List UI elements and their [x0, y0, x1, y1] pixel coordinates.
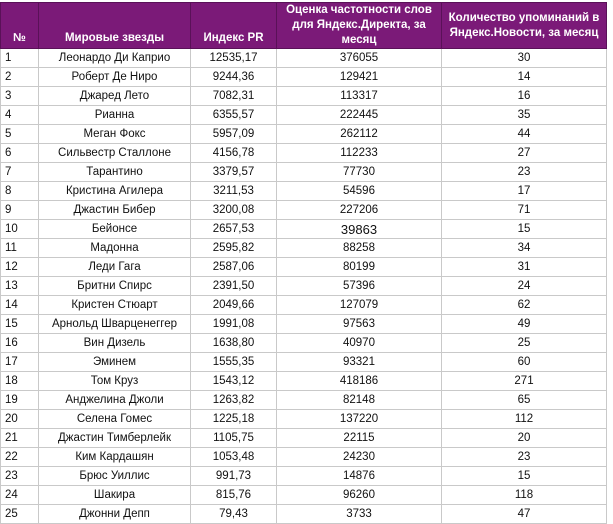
cell-news-mentions[interactable]: 24 — [442, 277, 607, 296]
cell-pr-index[interactable]: 815,76 — [191, 486, 277, 505]
table-row — [1, 277, 607, 296]
cell-pr-index[interactable]: 2587,06 — [191, 258, 277, 277]
cell-news-mentions[interactable]: 20 — [442, 429, 607, 448]
cell-word-frequency[interactable]: 262112 — [277, 125, 442, 144]
cell-pr-index[interactable]: 5957,09 — [191, 125, 277, 144]
cell-name[interactable]: Тарантино — [39, 163, 191, 182]
cell-num[interactable]: 8 — [1, 182, 39, 201]
cell-pr-index[interactable]: 12535,17 — [191, 49, 277, 68]
cell-word-frequency[interactable]: 376055 — [277, 49, 442, 68]
table-row — [1, 144, 607, 163]
cell-pr-index[interactable]: 2657,53 — [191, 220, 277, 239]
cell-news-mentions[interactable]: 271 — [442, 372, 607, 391]
cell-name[interactable]: Джонни Депп — [39, 505, 191, 524]
table-row — [1, 68, 607, 87]
cell-news-mentions[interactable]: 118 — [442, 486, 607, 505]
cell-pr-index[interactable]: 1543,12 — [191, 372, 277, 391]
cell-num[interactable]: 22 — [1, 448, 39, 467]
cell-num[interactable]: 15 — [1, 315, 39, 334]
table-row — [1, 315, 607, 334]
cell-word-frequency[interactable]: 77730 — [277, 163, 442, 182]
header-pr-index: Индекс PR — [191, 3, 277, 49]
cell-word-frequency[interactable]: 22115 — [277, 429, 442, 448]
cell-news-mentions[interactable]: 65 — [442, 391, 607, 410]
cell-name[interactable]: Леди Гага — [39, 258, 191, 277]
cell-pr-index[interactable]: 2049,66 — [191, 296, 277, 315]
cell-pr-index[interactable]: 9244,36 — [191, 68, 277, 87]
cell-news-mentions[interactable]: 15 — [442, 220, 607, 239]
cell-news-mentions[interactable]: 60 — [442, 353, 607, 372]
cell-name[interactable]: Брюс Уиллис — [39, 467, 191, 486]
cell-news-mentions[interactable]: 23 — [442, 163, 607, 182]
cell-word-frequency[interactable]: 40970 — [277, 334, 442, 353]
cell-num[interactable]: 21 — [1, 429, 39, 448]
cell-name[interactable]: Джастин Тимберлейк — [39, 429, 191, 448]
cell-name[interactable]: Шакира — [39, 486, 191, 505]
cell-num[interactable]: 16 — [1, 334, 39, 353]
table-body — [1, 49, 607, 524]
cell-name[interactable]: Рианна — [39, 106, 191, 125]
table-row — [1, 372, 607, 391]
cell-pr-index[interactable]: 1991,08 — [191, 315, 277, 334]
cell-num[interactable]: 2 — [1, 68, 39, 87]
cell-word-frequency[interactable]: 39863 — [277, 220, 442, 239]
cell-num[interactable]: 9 — [1, 201, 39, 220]
cell-name[interactable]: Бейонсе — [39, 220, 191, 239]
cell-pr-index[interactable]: 2391,50 — [191, 277, 277, 296]
table-row — [1, 87, 607, 106]
cell-pr-index[interactable]: 1053,48 — [191, 448, 277, 467]
table-row — [1, 201, 607, 220]
cell-word-frequency[interactable]: 3733 — [277, 505, 442, 524]
table-row — [1, 353, 607, 372]
cell-num[interactable]: 11 — [1, 239, 39, 258]
cell-news-mentions[interactable]: 30 — [442, 49, 607, 68]
cell-num[interactable]: 6 — [1, 144, 39, 163]
cell-pr-index[interactable]: 79,43 — [191, 505, 277, 524]
table-row — [1, 410, 607, 429]
cell-word-frequency[interactable]: 113317 — [277, 87, 442, 106]
cell-news-mentions[interactable]: 14 — [442, 68, 607, 87]
cell-pr-index[interactable]: 1638,80 — [191, 334, 277, 353]
table-row — [1, 239, 607, 258]
cell-word-frequency[interactable]: 129421 — [277, 68, 442, 87]
cell-word-frequency[interactable]: 82148 — [277, 391, 442, 410]
cell-name[interactable]: Селена Гомес — [39, 410, 191, 429]
cell-pr-index[interactable]: 3379,57 — [191, 163, 277, 182]
cell-word-frequency[interactable]: 112233 — [277, 144, 442, 163]
spreadsheet — [0, 2, 613, 520]
header-num: № — [1, 3, 39, 49]
cell-num[interactable]: 4 — [1, 106, 39, 125]
cell-word-frequency[interactable]: 14876 — [277, 467, 442, 486]
cell-word-frequency[interactable]: 96260 — [277, 486, 442, 505]
cell-num[interactable]: 17 — [1, 353, 39, 372]
cell-word-frequency[interactable]: 57396 — [277, 277, 442, 296]
cell-num[interactable]: 7 — [1, 163, 39, 182]
table-row — [1, 125, 607, 144]
cell-name[interactable]: Джастин Бибер — [39, 201, 191, 220]
cell-word-frequency[interactable]: 227206 — [277, 201, 442, 220]
cell-num[interactable]: 23 — [1, 467, 39, 486]
cell-news-mentions[interactable]: 62 — [442, 296, 607, 315]
cell-news-mentions[interactable]: 25 — [442, 334, 607, 353]
table-row — [1, 334, 607, 353]
cell-num[interactable]: 10 — [1, 220, 39, 239]
cell-news-mentions[interactable]: 34 — [442, 239, 607, 258]
cell-word-frequency[interactable]: 97563 — [277, 315, 442, 334]
cell-num[interactable]: 14 — [1, 296, 39, 315]
cell-news-mentions[interactable]: 49 — [442, 315, 607, 334]
cell-name[interactable]: Том Круз — [39, 372, 191, 391]
table-row — [1, 182, 607, 201]
cell-word-frequency[interactable]: 54596 — [277, 182, 442, 201]
cell-num[interactable]: 1 — [1, 49, 39, 68]
cell-word-frequency[interactable]: 88258 — [277, 239, 442, 258]
table-row — [1, 296, 607, 315]
cell-news-mentions[interactable]: 27 — [442, 144, 607, 163]
cell-name[interactable]: Эминем — [39, 353, 191, 372]
cell-num[interactable]: 3 — [1, 87, 39, 106]
cell-name[interactable]: Вин Дизель — [39, 334, 191, 353]
cell-news-mentions[interactable]: 17 — [442, 182, 607, 201]
cell-news-mentions[interactable]: 47 — [442, 505, 607, 524]
celebrity-ranking-table — [0, 2, 607, 524]
table-row — [1, 106, 607, 125]
cell-news-mentions[interactable]: 71 — [442, 201, 607, 220]
cell-num[interactable]: 13 — [1, 277, 39, 296]
table-header — [1, 3, 607, 49]
table-row — [1, 486, 607, 505]
cell-news-mentions[interactable]: 112 — [442, 410, 607, 429]
cell-pr-index[interactable]: 6355,57 — [191, 106, 277, 125]
table-row — [1, 49, 607, 68]
cell-pr-index[interactable]: 1263,82 — [191, 391, 277, 410]
table-row — [1, 467, 607, 486]
table-row — [1, 163, 607, 182]
cell-pr-index[interactable]: 2595,82 — [191, 239, 277, 258]
table-row — [1, 220, 607, 239]
cell-name[interactable]: Мадонна — [39, 239, 191, 258]
cell-name[interactable]: Ким Кардашян — [39, 448, 191, 467]
cell-num[interactable]: 24 — [1, 486, 39, 505]
cell-pr-index[interactable]: 1225,18 — [191, 410, 277, 429]
cell-num[interactable]: 20 — [1, 410, 39, 429]
cell-name[interactable]: Сильвестр Сталлоне — [39, 144, 191, 163]
table-row — [1, 429, 607, 448]
table-row — [1, 448, 607, 467]
cell-news-mentions[interactable]: 15 — [442, 467, 607, 486]
header-name: Мировые звезды — [39, 3, 191, 49]
cell-name[interactable]: Роберт Де Ниро — [39, 68, 191, 87]
cell-name[interactable]: Анджелина Джоли — [39, 391, 191, 410]
cell-news-mentions[interactable]: 31 — [442, 258, 607, 277]
cell-pr-index[interactable]: 1555,35 — [191, 353, 277, 372]
cell-name[interactable]: Бритни Спирс — [39, 277, 191, 296]
cell-name[interactable]: Арнольд Шварценеггер — [39, 315, 191, 334]
cell-news-mentions[interactable]: 23 — [442, 448, 607, 467]
cell-news-mentions[interactable]: 16 — [442, 87, 607, 106]
cell-word-frequency[interactable]: 93321 — [277, 353, 442, 372]
header-row — [1, 3, 607, 49]
cell-word-frequency[interactable]: 24230 — [277, 448, 442, 467]
header-news-mentions: Количество упоминаний в Яндекс.Новости, за месяц — [442, 3, 607, 49]
table-row — [1, 505, 607, 524]
cell-pr-index[interactable]: 3200,08 — [191, 201, 277, 220]
cell-word-frequency[interactable]: 127079 — [277, 296, 442, 315]
cell-name[interactable]: Меган Фокс — [39, 125, 191, 144]
cell-word-frequency[interactable]: 137220 — [277, 410, 442, 429]
cell-news-mentions[interactable]: 44 — [442, 125, 607, 144]
cell-word-frequency[interactable]: 418186 — [277, 372, 442, 391]
cell-num[interactable]: 18 — [1, 372, 39, 391]
cell-pr-index[interactable]: 991,73 — [191, 467, 277, 486]
cell-num[interactable]: 19 — [1, 391, 39, 410]
cell-news-mentions[interactable]: 35 — [442, 106, 607, 125]
cell-name[interactable]: Кристина Агилера — [39, 182, 191, 201]
cell-num[interactable]: 5 — [1, 125, 39, 144]
cell-pr-index[interactable]: 3211,53 — [191, 182, 277, 201]
table-row — [1, 258, 607, 277]
cell-num[interactable]: 12 — [1, 258, 39, 277]
cell-pr-index[interactable]: 1105,75 — [191, 429, 277, 448]
cell-word-frequency[interactable]: 222445 — [277, 106, 442, 125]
cell-name[interactable]: Леонардо Ди Каприо — [39, 49, 191, 68]
cell-name[interactable]: Джаред Лето — [39, 87, 191, 106]
header-word-frequency: Оценка частотности слов для Яндекс.Директа, за месяц — [277, 3, 442, 49]
cell-num[interactable]: 25 — [1, 505, 39, 524]
cell-word-frequency[interactable]: 80199 — [277, 258, 442, 277]
table-row — [1, 391, 607, 410]
cell-pr-index[interactable]: 7082,31 — [191, 87, 277, 106]
cell-pr-index[interactable]: 4156,78 — [191, 144, 277, 163]
cell-name[interactable]: Кристен Стюарт — [39, 296, 191, 315]
